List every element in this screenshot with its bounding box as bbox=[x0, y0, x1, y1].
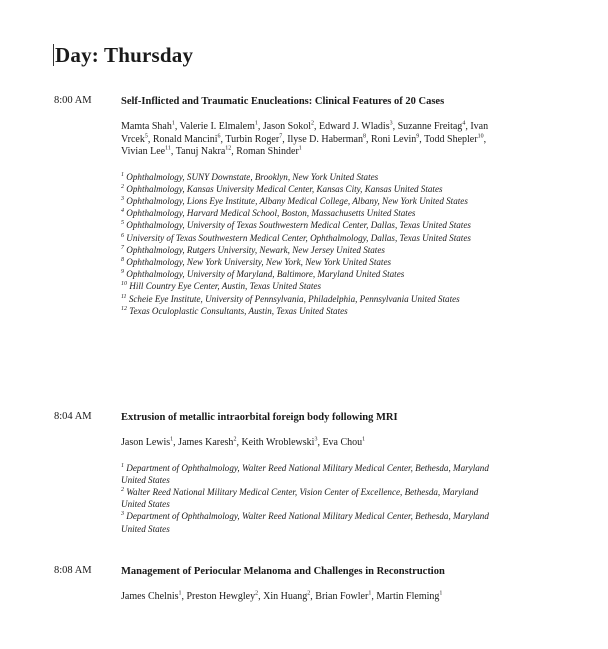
author-name: Keith Wroblewski bbox=[241, 437, 315, 448]
author-name: Xin Huang bbox=[263, 591, 308, 602]
author-name: Tanuj Nakra bbox=[175, 146, 226, 157]
author-separator: , bbox=[231, 146, 237, 157]
affiliation-item bbox=[121, 195, 493, 207]
author-affiliation-number: 1 bbox=[362, 436, 366, 443]
author-affiliation-number: 4 bbox=[462, 120, 466, 127]
author-name: Vivian Lee bbox=[121, 146, 166, 157]
author-separator: , bbox=[220, 133, 226, 145]
affiliation-text: Ophthalmology, Kansas University Medical Center, Kansas City, Kansas United States bbox=[126, 183, 443, 194]
author-affiliation-number: 1 bbox=[171, 120, 175, 127]
affiliation-number: 8 bbox=[121, 256, 124, 263]
author-list bbox=[121, 121, 497, 159]
affiliation-item bbox=[121, 244, 493, 256]
author-list bbox=[121, 437, 497, 450]
affiliation-text: Texas Oculoplastic Consultants, Austin, Texas United States bbox=[129, 305, 348, 316]
author-name: Preston Hewgley bbox=[186, 591, 256, 602]
affiliation-item bbox=[121, 305, 493, 317]
author-name: Mamta Shah bbox=[121, 121, 172, 132]
author-affiliation-number: 12 bbox=[225, 145, 232, 152]
author-separator: , bbox=[147, 133, 153, 145]
author-separator: , bbox=[310, 591, 316, 602]
affiliation-item bbox=[121, 256, 493, 268]
author-separator: , bbox=[419, 133, 425, 145]
affiliation-text: University of Texas Southwestern Medical Center, Ophthalmology, Dallas, Texas United States bbox=[126, 232, 471, 243]
affiliation-number: 11 bbox=[121, 293, 127, 300]
author-affiliation-number: 3 bbox=[389, 120, 393, 127]
affiliation-list bbox=[121, 171, 501, 317]
author-affiliation-number: 8 bbox=[363, 133, 366, 140]
author-affiliation-number: 2 bbox=[310, 120, 314, 127]
author-separator: , bbox=[483, 133, 487, 145]
affiliation-number: 1 bbox=[121, 171, 124, 178]
affiliation-text: Department of Ophthalmology, Walter Reed National Military Medical Center, Bethesda, Maryland United States bbox=[121, 462, 489, 485]
author-name: Roni Levin bbox=[371, 133, 417, 145]
affiliation-text: Ophthalmology, University of Maryland, Baltimore, Maryland United States bbox=[126, 269, 405, 280]
author-name: James Chelnis bbox=[121, 591, 179, 602]
affiliation-text: Ophthalmology, SUNY Downstate, Brooklyn, New York United States bbox=[126, 171, 379, 182]
session-block bbox=[121, 565, 501, 604]
author-list bbox=[121, 591, 497, 604]
affiliation-text: Ophthalmology, New York University, New York, New York United States bbox=[126, 256, 392, 267]
affiliation-item bbox=[121, 510, 493, 534]
author-name: Jason Lewis bbox=[121, 437, 171, 448]
affiliation-item bbox=[121, 183, 493, 195]
author-separator: , bbox=[317, 437, 323, 448]
author-affiliation-number: 1 bbox=[439, 590, 443, 597]
affiliation-text: Ophthalmology, Rutgers University, Newark, New Jersey United States bbox=[126, 244, 385, 255]
affiliation-text: Ophthalmology, University of Texas Southwestern Medical Center, Dallas, Texas United States bbox=[126, 220, 471, 231]
author-affiliation-number: 11 bbox=[165, 145, 171, 152]
author-name: Todd Shepler bbox=[424, 133, 478, 145]
affiliation-number: 9 bbox=[121, 269, 124, 276]
author-separator: , bbox=[366, 133, 371, 145]
author-name: Roman Shinder bbox=[236, 146, 299, 157]
author-separator: , bbox=[236, 437, 242, 448]
author-affiliation-number: 9 bbox=[416, 133, 420, 140]
session-title: Management of Periocular Melanoma and Challenges in Reconstruction bbox=[121, 566, 445, 577]
author-separator: , bbox=[371, 591, 377, 602]
affiliation-number: 7 bbox=[121, 244, 124, 251]
affiliation-item bbox=[121, 293, 493, 305]
author-affiliation-number: 2 bbox=[233, 436, 237, 443]
author-separator: , bbox=[282, 133, 288, 145]
session-time: 8:04 AM bbox=[54, 411, 92, 422]
affiliation-number: 12 bbox=[121, 305, 127, 312]
author-affiliation-number: 1 bbox=[298, 145, 302, 152]
author-name: Ivan Vrcek bbox=[121, 121, 489, 145]
affiliation-number: 5 bbox=[121, 220, 124, 227]
author-name: Eva Chou bbox=[322, 437, 363, 448]
session-title: Extrusion of metallic intraorbital foreign body following MRI bbox=[121, 412, 398, 423]
author-separator: , bbox=[313, 121, 319, 132]
author-affiliation-number: 6 bbox=[217, 133, 221, 140]
affiliation-text: Department of Ophthalmology, Walter Reed National Military Medical Center, Bethesda, Maryland United States bbox=[121, 511, 489, 534]
affiliation-list bbox=[121, 462, 501, 535]
affiliation-text: Ophthalmology, Lions Eye Institute, Albany Medical College, Albany, New York United States bbox=[126, 195, 468, 206]
author-name: James Karesh bbox=[178, 437, 234, 448]
author-affiliation-number: 2 bbox=[255, 590, 259, 597]
author-affiliation-number: 5 bbox=[144, 133, 148, 140]
author-name: Edward J. Wladis bbox=[318, 121, 390, 132]
affiliation-item bbox=[121, 232, 493, 244]
author-separator: , bbox=[392, 121, 398, 132]
author-separator: , bbox=[258, 591, 264, 602]
affiliation-number: 10 bbox=[121, 281, 127, 288]
affiliation-number: 6 bbox=[121, 232, 124, 239]
affiliation-item bbox=[121, 207, 493, 219]
author-affiliation-number: 2 bbox=[307, 590, 311, 597]
affiliation-number: 4 bbox=[121, 208, 124, 215]
affiliation-text: Walter Reed National Military Medical Center, Vision Center of Excellence, Bethesda, Maryland United States bbox=[121, 486, 479, 510]
author-name: Turbin Roger bbox=[225, 133, 280, 145]
author-affiliation-number: 1 bbox=[254, 120, 258, 127]
affiliation-item bbox=[121, 486, 493, 510]
affiliation-number: 2 bbox=[121, 183, 124, 190]
author-name: Brian Fowler bbox=[315, 591, 369, 602]
author-affiliation-number: 1 bbox=[178, 590, 182, 597]
author-separator: , bbox=[174, 121, 180, 132]
session-block bbox=[121, 95, 501, 317]
affiliation-text: Ophthalmology, Harvard Medical School, Boston, Massachusetts United States bbox=[126, 208, 416, 219]
author-name: Jason Sokol bbox=[262, 121, 311, 132]
affiliation-number: 3 bbox=[121, 195, 124, 202]
author-name: Ilyse D. Haberman bbox=[287, 133, 363, 145]
affiliation-text: Hill Country Eye Center, Austin, Texas United States bbox=[129, 281, 321, 292]
affiliation-text: Scheie Eye Institute, University of Pennsylvania, Philadelphia, Pennsylvania United States bbox=[128, 293, 460, 304]
author-separator: , bbox=[170, 146, 176, 157]
author-affiliation-number: 10 bbox=[477, 133, 484, 140]
author-affiliation-number: 1 bbox=[368, 590, 372, 597]
author-name: Valerie I. Elmalem bbox=[179, 121, 255, 132]
affiliation-number: 1 bbox=[121, 462, 124, 469]
author-separator: , bbox=[257, 121, 263, 132]
author-name: Martin Fleming bbox=[376, 591, 440, 602]
author-name: Suzanne Freitag bbox=[397, 121, 463, 132]
affiliation-item bbox=[121, 280, 493, 292]
author-separator: , bbox=[181, 591, 187, 602]
affiliation-item bbox=[121, 219, 493, 231]
session-title: Self-Inflicted and Traumatic Enucleations: Clinical Features of 20 Cases bbox=[121, 96, 445, 107]
author-separator: , bbox=[465, 121, 471, 132]
author-name: Ronald Mancini bbox=[152, 133, 218, 145]
affiliation-item bbox=[121, 171, 493, 183]
author-affiliation-number: 3 bbox=[314, 436, 318, 443]
session-block bbox=[121, 411, 501, 535]
affiliation-number: 3 bbox=[121, 511, 124, 518]
affiliation-item bbox=[121, 268, 493, 280]
session-time: 8:08 AM bbox=[54, 565, 92, 576]
affiliation-item bbox=[121, 462, 493, 486]
author-affiliation-number: 7 bbox=[279, 133, 283, 140]
session-time: 8:00 AM bbox=[54, 95, 92, 106]
author-separator: , bbox=[173, 437, 179, 448]
day-title: Day: Thursday bbox=[55, 43, 194, 67]
author-affiliation-number: 1 bbox=[170, 436, 174, 443]
affiliation-number: 2 bbox=[121, 486, 124, 493]
